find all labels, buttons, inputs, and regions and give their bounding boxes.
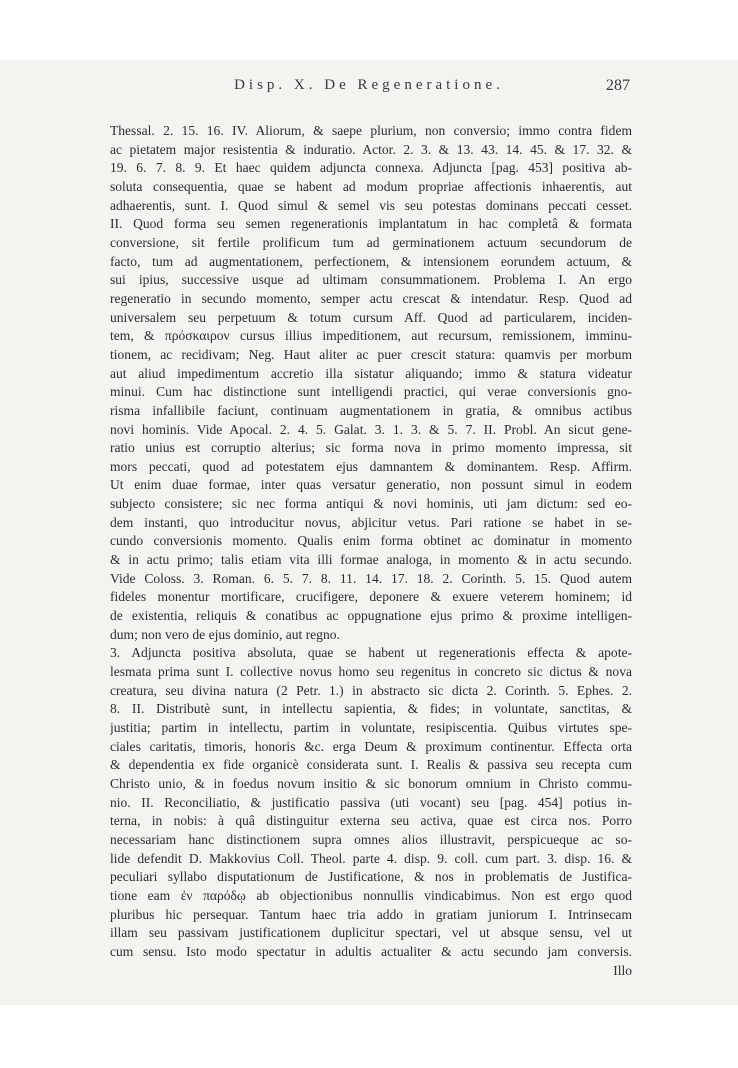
text-line: minui. Cum hac distinctione sunt intelligendi practici, qui verae conversionis gno- xyxy=(110,384,632,400)
text-line: fideles monentur mortificare, crucifigere, deponere & exuere veterem hominem; id xyxy=(110,589,632,605)
text-line: ciales caritatis, timoris, honoris &c. erga Deum & proximum continentur. Effecta orta xyxy=(110,738,632,754)
text-line: conversione, sit fertile prolificum tum ad germinationem actuum secundorum de xyxy=(110,234,632,250)
text-line: regeneratio in secundo momento, semper actu crescat & intendatur. Resp. Quod ad xyxy=(110,290,632,306)
text-line: 19. 6. 7. 8. 9. Et haec quidem adjuncta connexa. Adjuncta [pag. 453] positiva ab- xyxy=(110,160,632,176)
text-line: & dependentia ex fide organicè considerata sunt. I. Realis & passiva seu recepta cum xyxy=(110,757,632,773)
text-line: subjecto consistere; sic nec forma antiqui & novi hominis, uti jam dictum: sed eo- xyxy=(110,496,632,512)
text-line: risma infallibile faciunt, continuam augmentationem in gratia, & omnibus actibus xyxy=(110,402,632,418)
text-line: Illo xyxy=(613,962,632,978)
body-text xyxy=(110,122,632,980)
text-line: justitia; partim in intellectu, partim in voluntate, resipiscentia. Quibus virtutes spe- xyxy=(110,720,632,735)
text-line: necessariam hanc distinctionem supra omnes alios illustravit, perspicueque ac so- xyxy=(110,831,632,847)
text-line: aut aliud impedimentum accretio illa sistatur aliquando; immo & statura videatur xyxy=(110,365,632,381)
text-line: nio. II. Reconciliatio, & justificatio passiva (uti vocant) seu [pag. 454] potius in- xyxy=(110,794,632,810)
running-header xyxy=(110,77,628,99)
text-line: II. Quod forma seu semen regenerationis implantatum in hac completâ & formata xyxy=(110,216,632,232)
text-line: cundo conversionis momento. Qualis enim forma obtinet ac dominatur in momento xyxy=(110,533,632,549)
running-title: Disp. X. De Regeneratione. xyxy=(234,77,504,93)
text-line: dem instanti, quo introducitur novus, abjicitur vetus. Pari ratione se habet in se- xyxy=(110,514,632,530)
text-line: mors peccati, quod ad potestatem ejus damnantem & dominantem. Resp. Affirm. xyxy=(110,458,632,474)
text-line: illam seu passivam justificationem duplicitur spectari, vel ut absque sensu, vel ut xyxy=(110,925,632,941)
text-line: ratio unius est corruptio alterius; sic forma nova in primo momento impressa, sit xyxy=(110,440,632,456)
text-line: tionem, ac recidivam; Neg. Haut aliter ac puer crescit statura: quamvis per morbum xyxy=(110,346,632,362)
text-line: & in actu primo; talis etiam vita illi formae analoga, in momento & in actu secundo. xyxy=(110,552,632,568)
text-line: dum; non vero de ejus dominio, aut regno. xyxy=(110,626,340,642)
text-line: adhaerentis, sunt. I. Quod simul & semel vis seu potestas dominans peccati cesset. xyxy=(110,197,632,213)
text-line: cum sensu. Isto modo spectatur in adultis actualiter & actu secundo jam conversis. xyxy=(110,943,632,959)
text-line: novi hominis. Vide Apocal. 2. 4. 5. Galat. 3. 1. 3. & 5. 7. II. Probl. An sicut gene- xyxy=(110,421,632,437)
book-page xyxy=(0,60,738,1005)
text-line: facto, tum ad augmentationem, perfectionem, & intensionem eorundem actuum, & xyxy=(110,253,632,269)
text-line: Vide Coloss. 3. Roman. 6. 5. 7. 8. 11. 14. 17. 18. 2. Corinth. 5. 15. Quod autem xyxy=(110,570,632,586)
text-line: Thessal. 2. 15. 16. IV. Aliorum, & saepe plurium, non conversio; immo contra fidem xyxy=(110,123,632,138)
text-line: tem, & πρόσκαιρον cursus illius impeditionem, aut recursum, remissionem, imminu- xyxy=(110,328,632,344)
text-line: soluta consequentia, quae se habent ad modum propriae affectionis inhaerentis, aut xyxy=(110,178,632,194)
text-line: lide defendit D. Makkovius Coll. Theol. parte 4. disp. 9. coll. cum part. 3. disp. 16. & xyxy=(110,850,632,866)
page-number: 287 xyxy=(606,77,630,94)
text-line: sui ipius, successive usque ad ultimam consummationem. Problema I. An ergo xyxy=(110,272,632,288)
text-line: lesmata prima sunt I. collective novus homo seu regenitus in concreto sic dictus & nova xyxy=(110,664,632,680)
text-line: terna, in nobis: à quâ distinguitur externa seu activa, quae est circa nos. Porro xyxy=(110,813,632,829)
text-line: ac pietatem major resistentia & induratio. Actor. 2. 3. & 13. 43. 14. 45. & 17. 32. & xyxy=(110,141,632,157)
text-line: creatura, seu divina natura (2 Petr. 1.) in abstracto sic dicta 2. Corinth. 5. Ephes. 2. xyxy=(110,682,632,698)
text-line: tione eam ἐν παρόδῳ ab objectionibus nonnullis vindicabimus. Non est ergo quod xyxy=(110,887,632,903)
text-line: Ut enim duae formae, inter quas versatur generatio, non possunt simul in eodem xyxy=(110,477,632,493)
text-line: peculiari syllabo disputationum de Justificatione, & nos in problematis de Justifica- xyxy=(110,869,632,885)
text-line: universalem seu perpetuum & totum cursum Aff. Quod ad particularem, inciden- xyxy=(110,309,632,325)
text-line: 3. Adjuncta positiva absoluta, quae se habent ut regenerationis effecta & apote- xyxy=(110,645,632,661)
text-line: Christo unio, & in foedus novum insitio & sic bonorum omnium in Christo commu- xyxy=(110,775,632,791)
text-line: 8. II. Distributè sunt, in intellectu sapientia, & fides; in voluntate, sanctitas, & xyxy=(110,701,632,717)
text-line: pluribus hic persequar. Tantum haec tria addo in gratiam juniorum I. Intrinsecam xyxy=(110,906,632,922)
text-line: de existentia, reliquis & conatibus ac oppugnatione ejus primo & proxime intelligen- xyxy=(110,608,632,624)
